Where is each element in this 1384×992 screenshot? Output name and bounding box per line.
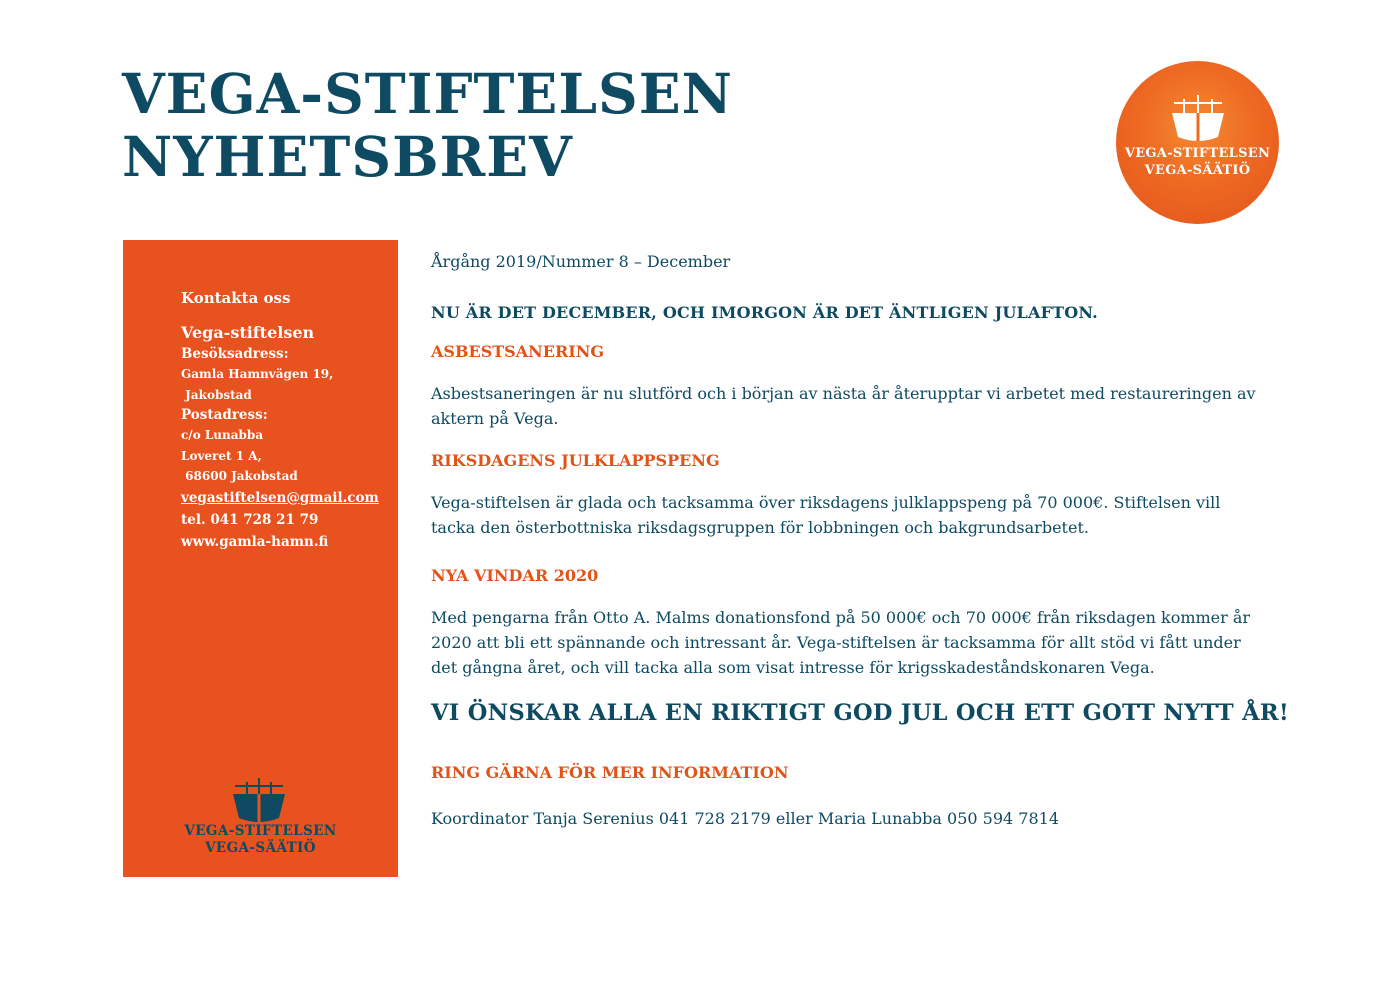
org-name: Vega-stiftelsen bbox=[181, 323, 315, 342]
website-link[interactable]: www.gamla-hamn.fi bbox=[181, 533, 329, 550]
section-text: Vega-stiftelsen är glada och tacksamma över riksdagens julklappspeng på 70 000€. Stiftelsen vill tacka den österbottniska riksdagsgruppen för lobbningen och bakgrundsarbetet. bbox=[431, 493, 1221, 537]
info-heading: RING GÄRNA FÖR MER INFORMATION bbox=[431, 763, 789, 782]
ship-icon bbox=[1170, 93, 1226, 145]
coordinator-contact: Koordinator Tanja Serenius 041 728 2179 eller Maria Lunabba 050 594 7814 bbox=[431, 809, 1059, 828]
lead-heading: NU ÄR DET DECEMBER, OCH IMORGON ÄR DET ÄNTLIGEN JULAFTON. bbox=[431, 303, 1098, 322]
post-address-line: Loveret 1 A, bbox=[181, 448, 262, 463]
logo-badge bbox=[1116, 61, 1279, 224]
title-line-1: VEGA-STIFTELSEN bbox=[122, 61, 733, 126]
contact-block bbox=[181, 288, 391, 553]
brand-text-line-1: VEGA-STIFTELSEN bbox=[184, 823, 337, 839]
section-heading: RIKSDAGENS JULKLAPPSPENG bbox=[431, 451, 720, 470]
logo-text-line-1: VEGA-STIFTELSEN bbox=[1124, 146, 1271, 161]
visit-address-line: Gamla Hamnvägen 19, bbox=[181, 367, 334, 381]
greeting-banner: VI ÖNSKAR ALLA EN RIKTIGT GOD JUL OCH ETT GOTT NYTT ÅR! bbox=[431, 700, 1289, 726]
post-address-label: Postadress: bbox=[181, 407, 268, 423]
logo-text-line-2: VEGA-SÄÄTIÖ bbox=[1144, 163, 1251, 178]
phone-number: tel. 041 728 21 79 bbox=[181, 511, 319, 528]
section-heading: ASBESTSANERING bbox=[431, 342, 605, 361]
contact-sidebar bbox=[123, 240, 398, 877]
section-text: Asbestsaneringen är nu slutförd och i början av nästa år återupptar vi arbetet med restaureringen av aktern på Vega. bbox=[431, 384, 1256, 428]
brand-text-line-2: VEGA-SÄÄTIÖ bbox=[205, 840, 316, 856]
contact-heading: Kontakta oss bbox=[181, 289, 291, 307]
section-text: Med pengarna från Otto A. Malms donationsfond på 50 000€ och 70 000€ från riksdagen kommer år 2020 att bli ett spännande och intressant år. Vega-stiftelsen är tacksamma för allt stöd vi fått under det gångna året, och vill tacka alla som visat intresse för krigsskadeståndskonaren Vega. bbox=[431, 608, 1251, 677]
newsletter-title bbox=[122, 62, 822, 188]
title-line-2: NYHETSBREV bbox=[122, 124, 573, 189]
email-link[interactable]: vegastiftelsen@gmail.com bbox=[181, 489, 379, 506]
section-heading: NYA VINDAR 2020 bbox=[431, 566, 599, 585]
post-address-city: 68600 Jakobstad bbox=[181, 469, 298, 483]
ship-icon bbox=[231, 776, 287, 826]
visit-address-city: Jakobstad bbox=[181, 387, 252, 402]
post-address-line: c/o Lunabba bbox=[181, 428, 264, 442]
issue-info: Årgång 2019/Nummer 8 – December bbox=[431, 252, 731, 271]
visit-address-label: Besöksadress: bbox=[181, 346, 289, 362]
